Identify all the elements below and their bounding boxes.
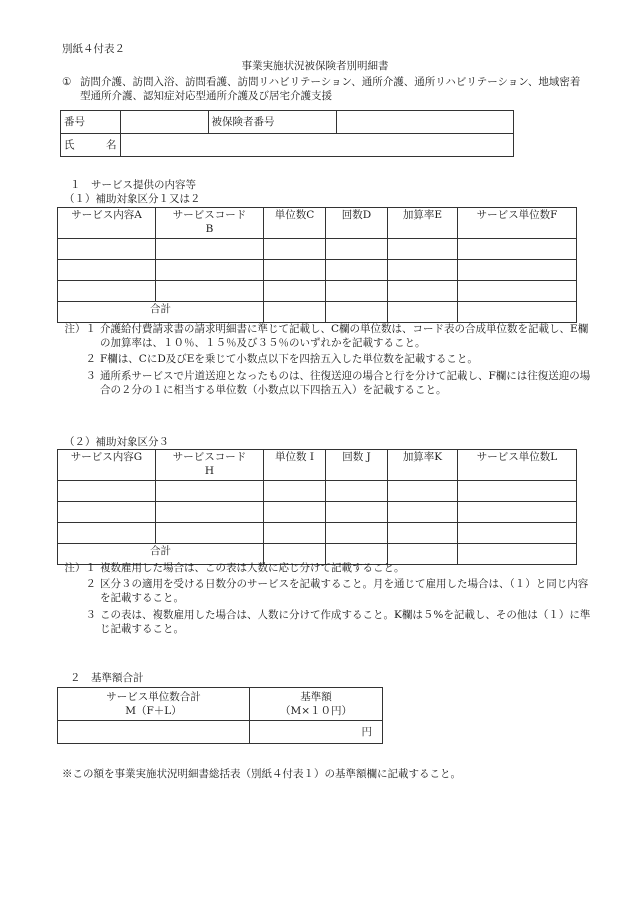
document-reference: 別紙４付表２ bbox=[62, 43, 125, 55]
section1-heading: １ サービス提供の内容等 bbox=[70, 179, 196, 191]
table-row bbox=[58, 239, 577, 260]
note-item bbox=[62, 322, 592, 350]
note-label: ２ bbox=[85, 578, 96, 591]
note-label: ２ bbox=[85, 353, 96, 366]
note-text: 介護給付費請求書の請求明細書に準じて記載し、C欄の単位数は、コード表の合成単位数を記載し、E欄の加算率は、１０％、１５％及び３５％のいずれかを記載すること。 bbox=[100, 323, 589, 350]
total-label: 合計 bbox=[58, 544, 264, 565]
note-item bbox=[62, 352, 592, 366]
header-total-units: サービス単位数合計 M（F＋L） bbox=[58, 688, 250, 721]
total-units-field bbox=[58, 721, 250, 744]
header-service-units-l: サービス単位数L bbox=[458, 450, 577, 481]
header-rate-e: 加算率E bbox=[388, 208, 458, 239]
note-item bbox=[62, 608, 592, 636]
header-units-i: 単位数 I bbox=[264, 450, 326, 481]
footer-note: ※この額を事業実施状況明細書総括表（別紙４付表１）の基準額欄に記載すること。 bbox=[62, 768, 461, 780]
header-rate-k: 加算率K bbox=[388, 450, 458, 481]
note-label: ３ bbox=[85, 608, 96, 621]
note-label: 注）１ bbox=[64, 323, 96, 335]
header-units-c: 単位数C bbox=[264, 208, 326, 239]
subsection1-heading: （１）補助対象区分１又は２ bbox=[64, 193, 201, 205]
insured-number-field bbox=[336, 111, 514, 134]
note-text: 通所系サービスで片道送迎となったものは、往復送迎の場合と行を分けて記載し、F欄には往復送迎の場合の２分の１に相当する単位数（小数点以下四捨五入）を記載すること。 bbox=[100, 369, 591, 396]
table-header-row bbox=[58, 688, 383, 721]
total-label: 合計 bbox=[58, 302, 264, 323]
note-label: ３ bbox=[85, 369, 96, 382]
table-row bbox=[58, 481, 577, 502]
number-label: 番号 bbox=[61, 111, 121, 134]
table-row bbox=[58, 721, 383, 744]
header-base-amount: 基準額 （M×１０円） bbox=[250, 688, 383, 721]
note-text: F欄は、CにD及びEを乗じて小数点以下を四捨五入した単位数を記載すること。 bbox=[100, 353, 478, 366]
table-header-row bbox=[58, 450, 577, 481]
table-row bbox=[58, 281, 577, 302]
name-field bbox=[120, 134, 514, 157]
insured-info-table bbox=[60, 110, 514, 157]
base-amount-yen: 円 bbox=[250, 721, 383, 744]
insured-number-label: 被保険者番号 bbox=[208, 111, 336, 134]
name-label: 氏 名 bbox=[61, 134, 121, 157]
total-row bbox=[58, 302, 577, 323]
service-table-2 bbox=[57, 449, 577, 565]
notes-table-2 bbox=[62, 561, 592, 638]
table-row bbox=[58, 502, 577, 523]
header-service-units-f: サービス単位数F bbox=[458, 208, 577, 239]
header-service-content-g: サービス内容G bbox=[58, 450, 156, 481]
header-service-content-a: サービス内容A bbox=[58, 208, 156, 239]
header-service-code-h: サービスコード H bbox=[156, 450, 264, 481]
base-amount-table bbox=[57, 687, 383, 744]
document-title: 事業実施状況被保険者別明細書 bbox=[241, 60, 389, 72]
header-service-code-b: サービスコード B bbox=[156, 208, 264, 239]
section2-heading: ２ 基準額合計 bbox=[70, 672, 144, 684]
note-label: 注）１ bbox=[64, 562, 96, 574]
table-row bbox=[58, 523, 577, 544]
table-header-row bbox=[58, 208, 577, 239]
note-item bbox=[62, 577, 592, 605]
table-row bbox=[58, 260, 577, 281]
note-text: 複数雇用した場合は、この表は人数に応じ分けて記載すること。 bbox=[100, 562, 405, 574]
intro-paragraph bbox=[62, 75, 582, 103]
note-text: 区分３の適用を受ける日数分のサービスを記載すること。月を通じて雇用した場合は、（１）と同じ内容を記載すること。 bbox=[100, 578, 589, 605]
intro-number: ① bbox=[62, 76, 72, 88]
subsection2-heading: （２）補助対象区分３ bbox=[64, 436, 169, 448]
number-field bbox=[120, 111, 208, 134]
service-table-1 bbox=[57, 207, 577, 323]
intro-text: 訪問介護、訪問入浴、訪問看護、訪問リハビリテーション、通所介護、通所リハビリテーション、地域密着型通所介護、認知症対応型通所介護及び居宅介護支援 bbox=[80, 76, 581, 103]
header-count-d: 回数D bbox=[326, 208, 388, 239]
header-count-j: 回数 J bbox=[326, 450, 388, 481]
note-text: この表は、複数雇用した場合は、人数に分けて作成すること。K欄は５%を記載し、その他は（１）に準じ記載すること。 bbox=[100, 608, 591, 635]
note-item bbox=[62, 369, 592, 397]
notes-table-1 bbox=[62, 322, 592, 399]
note-item bbox=[62, 561, 592, 575]
